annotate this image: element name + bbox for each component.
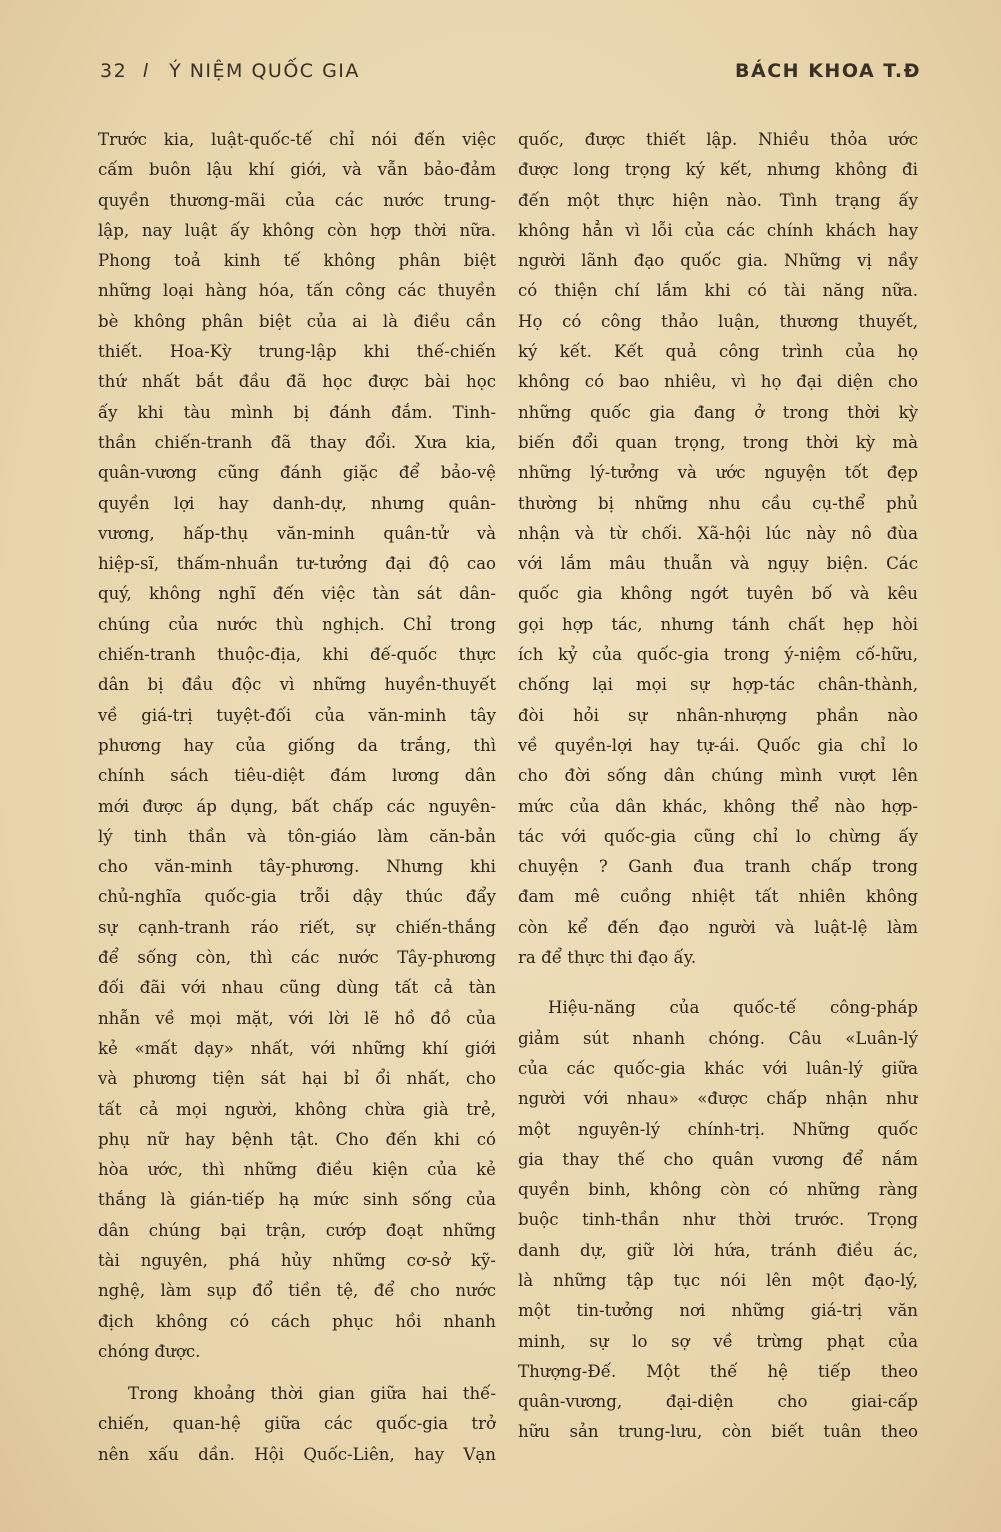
text-line: chủ-nghĩa quốc-gia trỗi dậy thúc đẩy: [98, 887, 496, 907]
text-line: tất cả mọi người, không chừa già trẻ,: [98, 1099, 496, 1119]
text-line: còn kể đến đạo người và luật-lệ làm: [518, 917, 918, 937]
text-line: tác với quốc-gia cũng chỉ lo chừng ấy: [518, 826, 918, 846]
text-line: Trong khoảng thời gian giữa hai thế-: [128, 1384, 496, 1404]
text-line: biến đổi quan trọng, trong thời kỳ mà: [518, 432, 918, 452]
text-line: tài nguyên, phá hủy những cơ-sở kỹ-: [98, 1250, 496, 1270]
text-line: dân chúng bại trận, cướp đoạt những: [98, 1220, 496, 1240]
text-line: những quốc gia đang ở trong thời kỳ: [518, 402, 918, 422]
text-line: về quyền-lợi hay tự-ái. Quốc gia chỉ lo: [518, 735, 918, 755]
text-line: quý, không nghĩ đến việc tàn sát dân-: [98, 584, 496, 604]
text-line: vương, hấp-thụ văn-minh quân-tử và: [98, 523, 496, 543]
text-line: hữu sản trung-lưu, còn biết tuân theo: [518, 1422, 918, 1442]
text-line: và phương tiện sát hại bỉ ổi nhất, cho: [98, 1069, 496, 1089]
text-line: không có bao nhiêu, vì họ đại diện cho: [518, 372, 918, 392]
text-line: về giá-trị tuyệt-đối của văn-minh tây: [98, 705, 496, 725]
text-line: Hiệu-năng của quốc-tế công-pháp: [548, 998, 918, 1018]
text-line: gọi hợp tác, nhưng tánh chất hẹp hòi: [518, 614, 918, 634]
text-line: quốc gia không ngớt tuyên bố và kêu: [518, 584, 918, 604]
text-line: đến một thực hiện nào. Tình trạng ấy: [518, 190, 918, 210]
text-line: một nguyên-lý chính-trị. Những quốc: [518, 1119, 918, 1139]
text-line: phụ nữ hay bệnh tật. Cho đến khi có: [98, 1129, 496, 1149]
text-line: để sống còn, thì các nước Tây-phương: [98, 948, 496, 968]
text-line: đam mê cuồng nhiệt tất nhiên không: [518, 887, 918, 907]
text-line: cho văn-minh tây-phương. Nhưng khi: [98, 857, 496, 877]
text-line: nhận và từ chối. Xã-hội lúc này nô đùa: [518, 523, 918, 543]
text-line: cho đời sống dân chúng mình vượt lên: [518, 766, 918, 786]
text-line: quyền lợi hay danh-dự, nhưng quân-: [98, 493, 496, 513]
text-line: những lý-tưởng và ước nguyện tốt đẹp: [518, 463, 918, 483]
text-line: với lắm mâu thuẫn và ngụy biện. Các: [518, 554, 918, 574]
text-line: kẻ «mất dạy» nhất, với những khí giới: [98, 1038, 496, 1058]
text-line: người lãnh đạo quốc gia. Những vị nầy: [518, 251, 918, 271]
text-line: hiệp-sĩ, thấm-nhuần tư-tưởng đại độ cao: [98, 554, 496, 574]
text-line: mức của dân khác, không thể nào hợp-: [518, 796, 918, 816]
publication-name: BÁCH KHOA T.Đ: [735, 60, 921, 82]
text-line: đòi hỏi sự nhân-nhượng phần nào: [518, 705, 918, 725]
text-line: không hẳn vì lỗi của các chính khách hay: [518, 220, 918, 240]
text-line: hòa ước, thì những điều kiện của kẻ: [98, 1160, 496, 1180]
text-line: ích kỷ của quốc-gia trong ý-niệm cố-hữu,: [518, 645, 918, 665]
text-line: quyền binh, không còn có những ràng: [518, 1180, 918, 1200]
right-paragraph-1: [518, 125, 918, 973]
left-paragraph-1: [98, 125, 496, 1367]
text-line: Trước kia, luật-quốc-tế chỉ nói đến việc: [98, 130, 496, 149]
text-line: thần chiến-tranh đã thay đổi. Xưa kia,: [98, 432, 496, 452]
text-line: Phong toả kinh tế không phân biệt: [98, 251, 496, 271]
text-line: lập, nay luật ấy không còn hợp thời nữa.: [98, 220, 496, 240]
text-line: danh dự, giữ lời hứa, tránh điều ác,: [518, 1240, 918, 1260]
header-separator: l: [142, 60, 150, 82]
text-line: chiến-tranh thuộc-địa, khi đế-quốc thực: [98, 645, 496, 665]
text-line: chóng được.: [98, 1341, 201, 1361]
text-line: quân-vương, đại-diện cho giai-cấp: [518, 1392, 918, 1412]
text-line: ấy khi tàu mình bị đánh đắm. Tinh-: [98, 402, 496, 422]
text-line: thứ nhất bắt đầu đã học được bài học: [98, 372, 496, 392]
text-line: quyền thương-mãi của các nước trung-: [98, 190, 496, 210]
page-header: [100, 60, 921, 90]
left-paragraph-2: [98, 1379, 496, 1470]
text-line: quân-vương cũng đánh giặc để bảo-vệ: [98, 463, 496, 483]
text-line: minh, sự lo sợ về trừng phạt của: [518, 1331, 918, 1351]
text-line: được long trọng ký kết, nhưng không đi: [518, 160, 918, 180]
text-line: nghệ, làm sụp đổ tiền tệ, để cho nước: [98, 1281, 496, 1301]
text-line: phương hay của giống da trắng, thì: [98, 735, 496, 755]
article-title: Ý NIỆM QUỐC GIA: [169, 60, 360, 82]
text-line: cấm buôn lậu khí giới, và vẫn bảo-đảm: [98, 160, 496, 180]
text-line: của các quốc-gia khác với luân-lý giữa: [518, 1058, 918, 1078]
text-line: một tin-tưởng nơi những giá-trị văn: [518, 1301, 918, 1321]
paragraph-gap: [518, 973, 918, 993]
text-line: thắng là gián-tiếp hạ mức sinh sống của: [98, 1190, 496, 1210]
text-line: giảm sút nhanh chóng. Câu «Luân-lý: [518, 1028, 918, 1048]
text-line: chống lại mọi sự hợp-tác chân-thành,: [518, 675, 918, 695]
text-line: ký kết. Kết quả công trình của họ: [518, 342, 918, 362]
text-line: đối đãi với nhau cũng dùng tất cả tàn: [98, 978, 496, 998]
left-column: [98, 125, 496, 1470]
text-line: quốc, được thiết lập. Nhiều thỏa ước: [518, 130, 918, 149]
text-line: nhẫn về mọi mặt, với lời lẽ hồ đồ của: [98, 1008, 496, 1028]
text-line: chính sách tiêu-diệt đám lương dân: [98, 766, 496, 786]
text-line: chiến, quan-hệ giữa các quốc-gia trở: [98, 1414, 496, 1434]
page-number: 32: [100, 60, 128, 82]
text-line: sự cạnh-tranh ráo riết, sự chiến-thắng: [98, 917, 496, 937]
text-line: địch không có cách phục hồi nhanh: [98, 1311, 496, 1331]
text-line: chuyện ? Ganh đua tranh chấp trong: [518, 857, 918, 877]
text-line: những loại hàng hóa, tấn công các thuyền: [98, 281, 496, 301]
text-line: thường bị những nhu cầu cụ-thể phủ: [518, 493, 918, 513]
text-line: thiết. Hoa-Kỳ trung-lập khi thế-chiến: [98, 342, 496, 362]
text-line: có thiện chí lắm khi có tài năng nữa.: [518, 281, 918, 301]
text-line: chúng của nước thù nghịch. Chỉ trong: [98, 614, 496, 634]
paragraph-gap: [98, 1367, 496, 1379]
text-line: buộc tinh-thần như thời trước. Trọng: [518, 1210, 918, 1230]
text-line: ra để thực thi đạo ấy.: [518, 948, 697, 968]
text-line: lý tinh thần và tôn-giáo làm căn-bản: [98, 826, 496, 846]
text-line: bè không phân biệt của ai là điều cần: [98, 311, 496, 331]
text-line: người với nhau» «được chấp nhận như: [518, 1089, 918, 1109]
right-column: [518, 125, 918, 1448]
text-line: dân bị đầu độc vì những huyền-thuyết: [98, 675, 496, 695]
text-line: là những tập tục nói lên một đạo-lý,: [518, 1270, 918, 1290]
right-paragraph-2: [518, 993, 918, 1447]
text-line: gia thay thế cho quân vương để nắm: [518, 1149, 918, 1169]
text-line: Thượng-Đế. Một thế hệ tiếp theo: [518, 1361, 918, 1381]
header-left: [100, 60, 360, 82]
text-line: nên xấu dần. Hội Quốc-Liên, hay Vạn: [98, 1444, 496, 1464]
text-line: Họ có công thảo luận, thương thuyết,: [518, 311, 918, 331]
text-line: mới được áp dụng, bất chấp các nguyên-: [98, 796, 496, 816]
